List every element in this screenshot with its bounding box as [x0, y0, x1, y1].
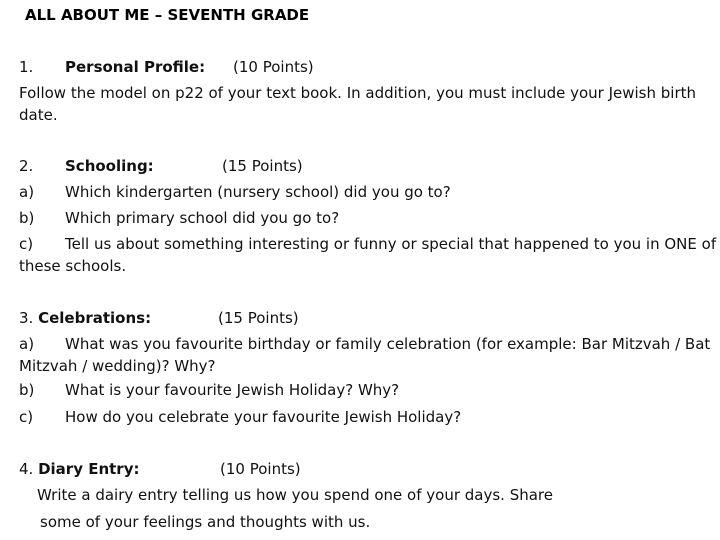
- section-3-item-b-marker: b): [19, 381, 35, 399]
- section-3-heading-line: [19, 309, 151, 327]
- section-3-item-b: [19, 381, 399, 399]
- section-2-item-c-continuation: these schools.: [19, 257, 127, 275]
- section-2-heading: Schooling:: [65, 157, 154, 175]
- section-2-item-b-marker: b): [19, 209, 35, 227]
- section-1-heading: Personal Profile:: [65, 58, 206, 76]
- section-4-text-line-2: some of your feelings and thoughts with us.: [40, 513, 371, 531]
- section-3-item-a-continuation: Mitzvah / wedding)? Why?: [19, 357, 216, 375]
- section-3-item-c-text: How do you celebrate your favourite Jewish Holiday?: [65, 408, 462, 426]
- section-4-text-line-1: Write a dairy entry telling us how you spend one of your days. Share: [37, 486, 553, 504]
- section-3-item-b-text: What is your favourite Jewish Holiday? Why?: [65, 381, 400, 399]
- section-2-heading-line: [19, 157, 154, 175]
- section-3-heading: Celebrations:: [38, 309, 152, 327]
- section-2-points: (15 Points): [222, 157, 303, 175]
- section-2-item-a-marker: a): [19, 183, 35, 201]
- section-4-number: 4.: [19, 460, 34, 478]
- section-3-item-a-marker: a): [19, 335, 35, 353]
- section-2-item-b: [19, 209, 339, 227]
- section-3-item-c-marker: c): [19, 408, 34, 426]
- section-3-number: 3.: [19, 309, 34, 327]
- section-3-points: (15 Points): [218, 309, 299, 327]
- section-2-item-b-text: Which primary school did you go to?: [65, 209, 340, 227]
- section-2-item-c-text: Tell us about something interesting or funny or special that happened to you in ONE of: [65, 235, 717, 253]
- section-1-number: 1.: [19, 58, 34, 76]
- section-4-heading-line: [19, 460, 139, 478]
- page-title: ALL ABOUT ME – SEVENTH GRADE: [25, 6, 310, 24]
- section-3-item-c: [19, 408, 461, 426]
- section-3-item-a: [19, 335, 710, 353]
- section-1-text-line-2: date.: [19, 106, 58, 124]
- section-2-number: 2.: [19, 157, 34, 175]
- section-1-points: (10 Points): [233, 58, 314, 76]
- section-1-text-line-1: Follow the model on p22 of your text book. In addition, you must include your Jewish birth: [19, 84, 697, 102]
- section-2-item-a: [19, 183, 451, 201]
- section-1-heading-line: [19, 58, 205, 76]
- section-2-item-c-marker: c): [19, 235, 34, 253]
- section-3-item-a-text: What was you favourite birthday or family celebration (for example: Bar Mitzvah / Bat: [65, 335, 711, 353]
- section-2-item-a-text: Which kindergarten (nursery school) did you go to?: [65, 183, 451, 201]
- section-4-heading: Diary Entry:: [38, 460, 140, 478]
- section-2-item-c: [19, 235, 716, 253]
- section-4-points: (10 Points): [220, 460, 301, 478]
